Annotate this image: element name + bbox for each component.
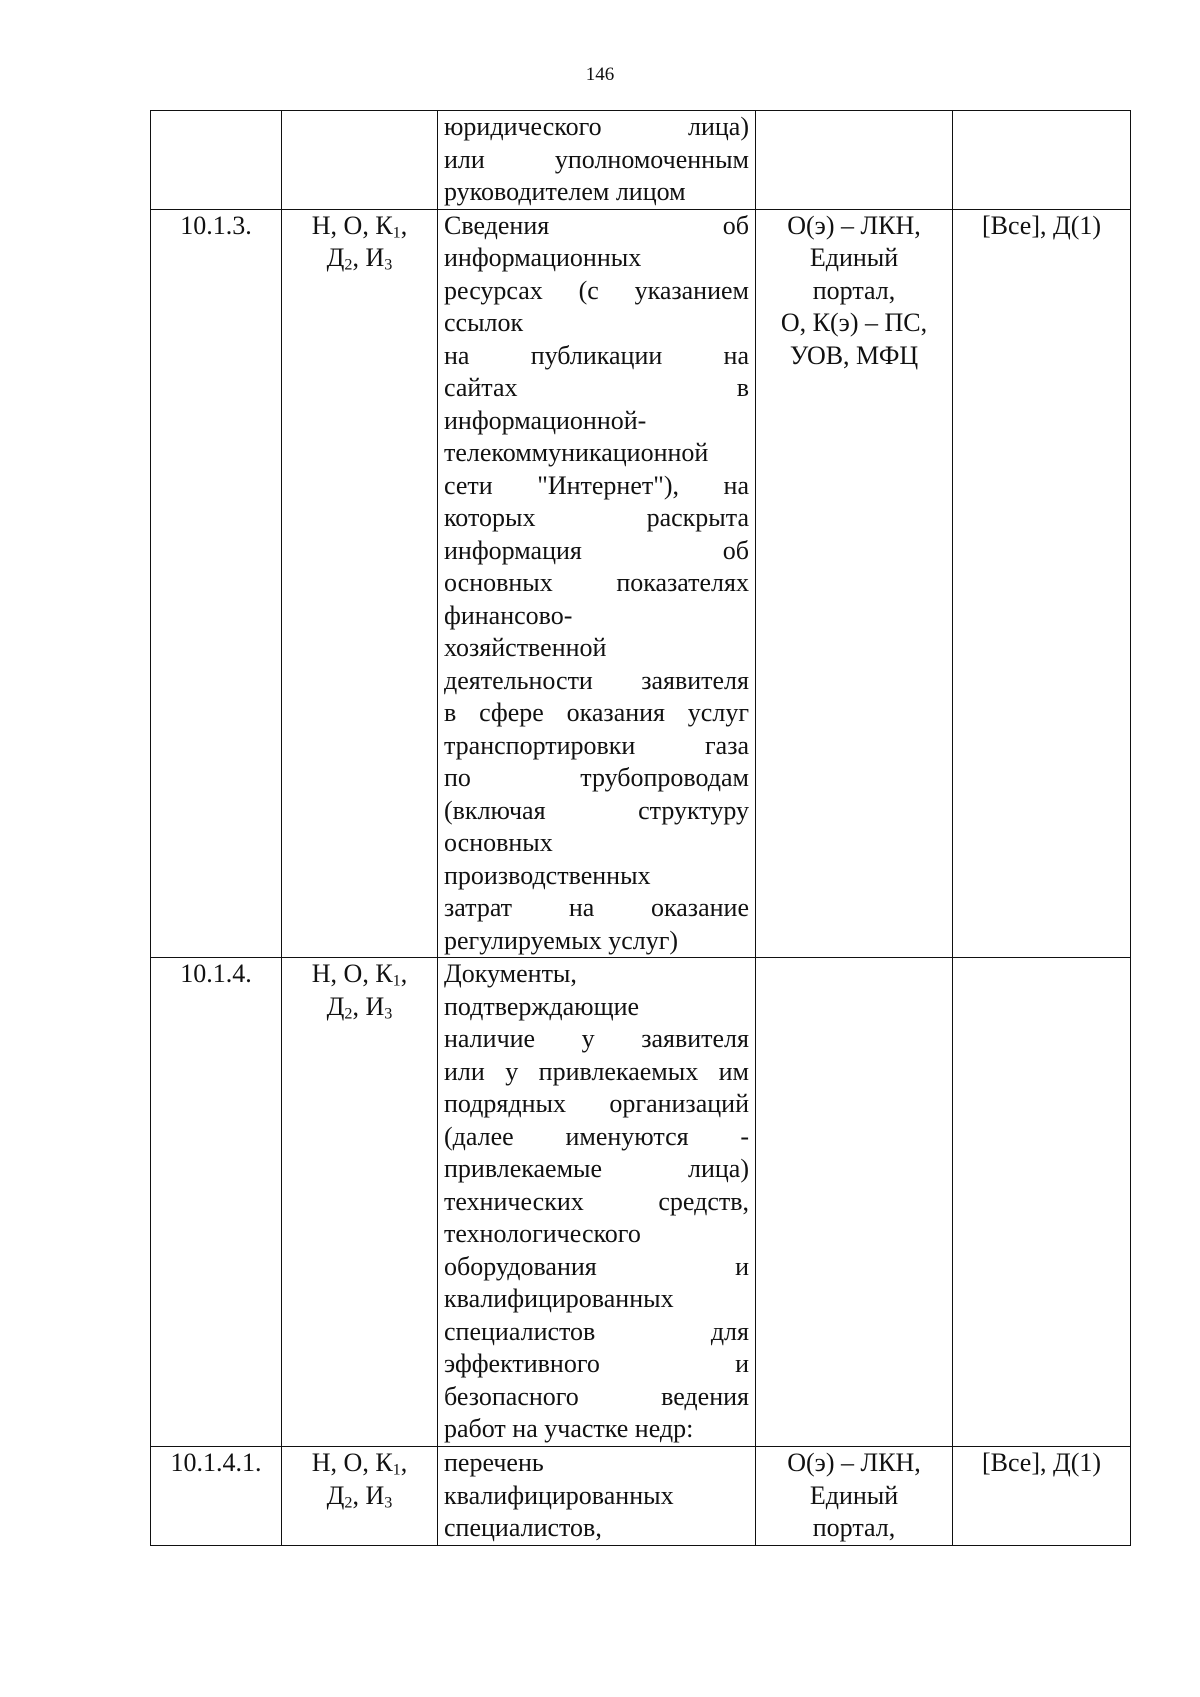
table-row (151, 1447, 1131, 1546)
code-subscript: 3 (384, 256, 393, 274)
description-cell (438, 209, 756, 958)
description-line: ресурсах (с указанием (444, 275, 749, 305)
code-text: Д (326, 1480, 345, 1510)
form-value: [Все], Д(1) (981, 1448, 1102, 1477)
codes-line (288, 991, 431, 1024)
codes-line (288, 1447, 431, 1480)
description-line: юридического лица) (444, 112, 749, 141)
code-subscript: 2 (344, 256, 353, 274)
code-subscript: 1 (392, 1461, 401, 1479)
table-row (151, 209, 1131, 958)
item-number: 10.1.4. (180, 959, 252, 988)
code-text: Н, О, К (311, 959, 393, 988)
code-text: , И (352, 991, 385, 1021)
submission-channel-cell (756, 1447, 953, 1546)
code-text: Н, О, К (311, 210, 393, 240)
description-line: Документы, (444, 959, 577, 988)
codes-cell (282, 209, 438, 958)
codes-line (288, 1480, 431, 1513)
description-line: телекоммуникационной (444, 438, 709, 467)
item-number: 10.1.4.1. (170, 1448, 262, 1477)
description-line: квалифицированных (444, 1284, 674, 1313)
form-value: [Все], Д(1) (981, 210, 1102, 240)
codes-cell (282, 958, 438, 1447)
description-line: основных показателях (444, 568, 749, 597)
description-line: регулируемых услуг) (444, 925, 679, 955)
description-cell (438, 111, 756, 210)
description-line: деятельности заявителя (444, 665, 749, 695)
code-text: Д (326, 991, 345, 1021)
description-line: эффективного и (444, 1349, 749, 1378)
description-line: основных (444, 828, 553, 857)
form-cell (953, 1447, 1131, 1546)
description-line: по трубопроводам (444, 763, 749, 792)
codes-line (288, 958, 431, 991)
description-line: безопасного ведения (444, 1381, 749, 1411)
description-line: (включая структуру (444, 795, 749, 825)
submission-channel-cell (756, 209, 953, 958)
code-subscript: 2 (344, 1494, 353, 1512)
description-line: привлекаемые лица) (444, 1154, 749, 1183)
codes-line (288, 210, 431, 243)
description-line: технических средств, (444, 1186, 749, 1216)
codes-line (288, 242, 431, 275)
requirements-table (150, 110, 1131, 1546)
submission-channel-line: УОВ, МФЦ (789, 340, 919, 370)
form-cell (953, 958, 1131, 1447)
description-line: подтверждающие (444, 991, 640, 1021)
description-cell (438, 1447, 756, 1546)
description-line: перечень (444, 1448, 544, 1477)
submission-channel-line: Единый (809, 1480, 899, 1510)
code-text: , И (352, 1480, 385, 1510)
code-text: , (400, 1448, 408, 1477)
table-row (151, 958, 1131, 1447)
description-line: информация об (444, 535, 749, 565)
code-text: , И (352, 243, 385, 272)
item-number-cell (151, 209, 282, 958)
submission-channel-line: портал, (812, 1513, 896, 1542)
code-subscript: 1 (392, 972, 401, 990)
description-line: которых раскрыта (444, 503, 749, 532)
page-number: 146 (585, 64, 615, 85)
description-line: технологического (444, 1219, 641, 1248)
form-cell (953, 209, 1131, 958)
code-subscript: 2 (344, 1005, 353, 1023)
item-number-cell (151, 958, 282, 1447)
description-line: работ на участке недр: (444, 1414, 694, 1443)
code-text: Д (326, 243, 345, 272)
submission-channel-line: Единый (809, 243, 899, 272)
codes-cell (282, 1447, 438, 1546)
description-line: оборудования и (444, 1251, 749, 1281)
item-number-cell (151, 1447, 282, 1546)
description-line: затрат на оказание (444, 893, 749, 922)
submission-channel-cell (756, 111, 953, 210)
description-line: хозяйственной (444, 633, 607, 662)
codes-cell (282, 111, 438, 210)
description-line: ссылок (444, 308, 524, 337)
form-cell (953, 111, 1131, 210)
submission-channel-line: портал, (812, 275, 896, 305)
description-line: или уполномоченным (444, 144, 749, 174)
description-line: наличие у заявителя (444, 1024, 749, 1053)
description-line: специалистов для (444, 1316, 749, 1346)
description-line: Сведения об (444, 210, 749, 240)
submission-channel-line: О, К(э) – ПС, (780, 308, 928, 337)
description-line: информационной- (444, 405, 647, 435)
description-line: (далее именуются - (444, 1121, 749, 1151)
submission-channel-line: О(э) – ЛКН, (787, 210, 921, 240)
description-line: подрядных организаций (444, 1089, 749, 1118)
item-number-cell (151, 111, 282, 210)
description-line: на публикации на (444, 340, 749, 370)
description-line: в сфере оказания услуг (444, 698, 749, 727)
description-line: специалистов, (444, 1513, 602, 1542)
code-text: , (400, 959, 408, 988)
table-row (151, 111, 1131, 210)
description-line: или у привлекаемых им (444, 1056, 749, 1086)
description-line: сайтах в (444, 373, 749, 402)
description-line: финансово- (444, 600, 573, 630)
description-line: информационных (444, 243, 642, 272)
code-subscript: 3 (384, 1005, 393, 1023)
code-text: Н, О, К (311, 1448, 393, 1477)
code-text: , (400, 210, 408, 240)
submission-channel-cell (756, 958, 953, 1447)
item-number: 10.1.3. (180, 210, 252, 240)
description-line: транспортировки газа (444, 730, 749, 760)
description-line: производственных (444, 860, 651, 890)
code-subscript: 1 (392, 224, 401, 242)
code-subscript: 3 (384, 1494, 393, 1512)
description-line: сети "Интернет"), на (444, 470, 749, 500)
description-cell (438, 958, 756, 1447)
submission-channel-line: О(э) – ЛКН, (787, 1448, 921, 1477)
description-line: руководителем лицом (444, 177, 686, 206)
description-line: квалифицированных (444, 1480, 674, 1510)
